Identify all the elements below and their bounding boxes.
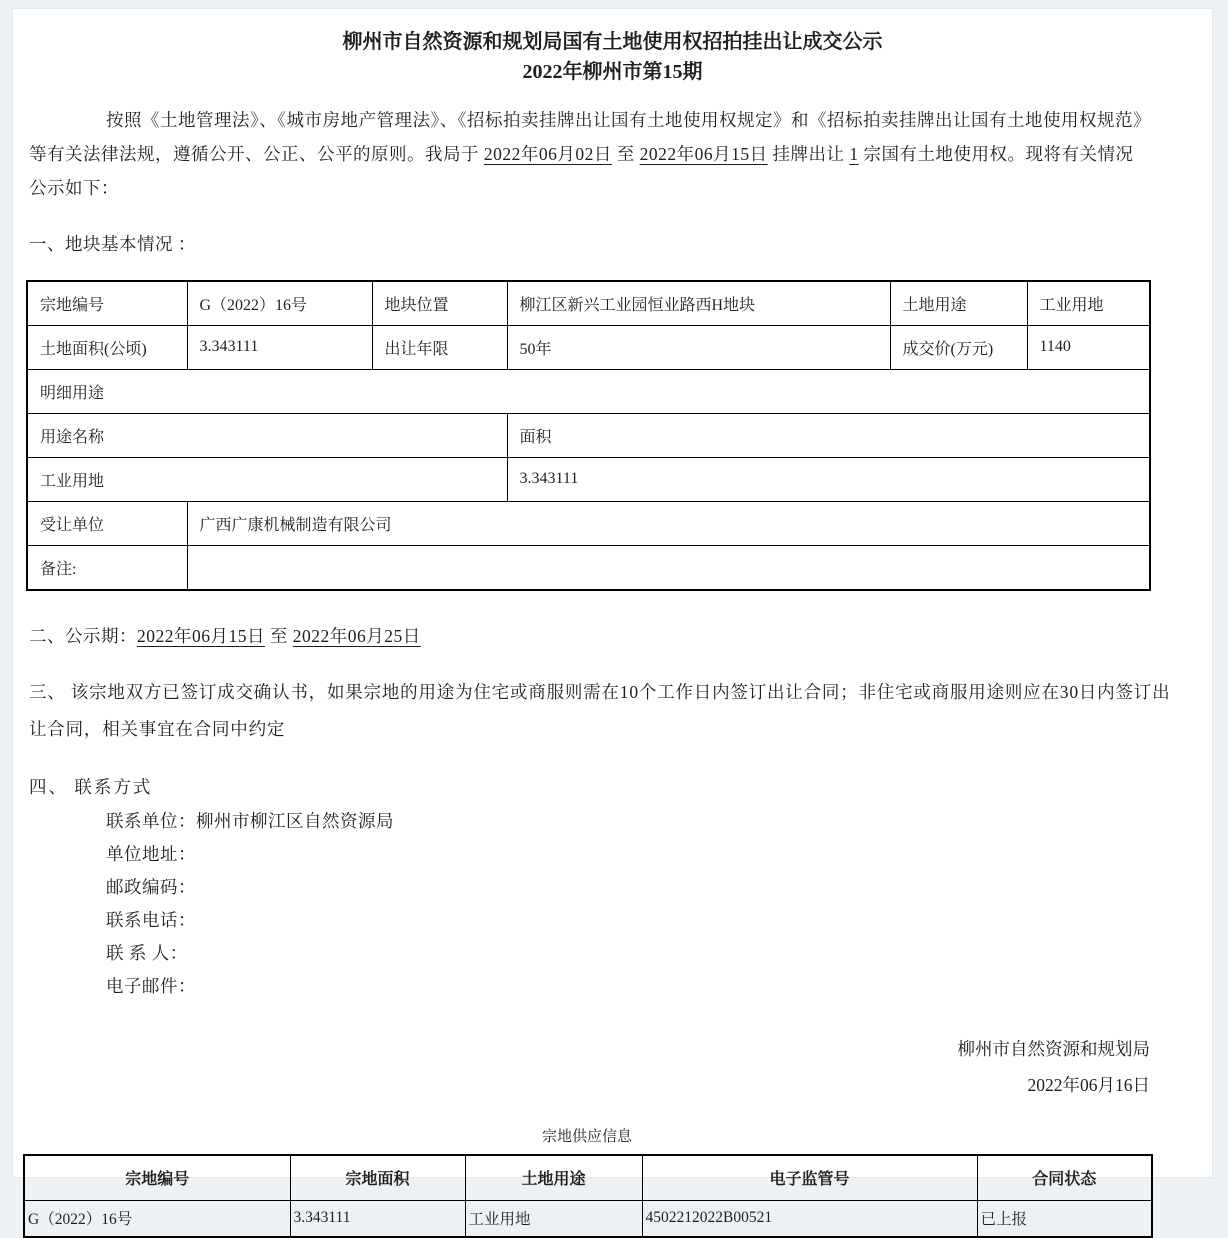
remark-label: 备注: xyxy=(27,545,187,590)
table-row xyxy=(27,325,1150,369)
supply-header-land-use: 土地用途 xyxy=(465,1155,642,1200)
supply-land-use: 工业用地 xyxy=(465,1200,642,1237)
supply-header-parcel-number: 宗地编号 xyxy=(24,1155,290,1200)
parcel-location-label: 地块位置 xyxy=(372,281,507,325)
grant-term-label: 出让年限 xyxy=(372,325,507,369)
parcel-number-label: 宗地编号 xyxy=(27,281,187,325)
intro-text-tail: 宗国有土地使用权。现将有关情况公示如下： xyxy=(29,144,1134,198)
table-row xyxy=(27,369,1150,413)
signature-date: 2022年06月16日 xyxy=(1027,1075,1150,1095)
section2-prefix: 二、公示期： xyxy=(29,626,137,646)
intro-sep-2: 挂牌出让 xyxy=(767,144,850,164)
intro-text-1: 按照《土地管理法》、《城市房地产管理法》、《招标拍卖挂牌出让国有土地使用权规定》和《招标拍卖挂牌出让国有土地使用权规范》等有关法律法规，遵循公开、公正、公平的原则。我局于 xyxy=(29,110,1143,164)
publicity-start-date: 2022年06月15日 xyxy=(137,626,265,646)
document-title: 柳州市自然资源和规划局国有土地使用权招拍挂出让成交公示 xyxy=(342,31,883,53)
supply-header-row xyxy=(24,1155,1152,1200)
parcel-count: 1 xyxy=(849,144,859,164)
transferee-value: 广西广康机械制造有限公司 xyxy=(187,501,1150,545)
document-panel xyxy=(12,8,1213,1229)
land-area-value: 3.343111 xyxy=(187,325,372,369)
section1-heading: 一、地块基本情况 ： xyxy=(29,234,196,254)
land-use-value: 工业用地 xyxy=(1027,281,1150,325)
table-row xyxy=(27,501,1150,545)
contact-email: 电子邮件： xyxy=(106,976,196,996)
supply-header-supervision-number: 电子监管号 xyxy=(642,1155,977,1200)
supply-supervision-number: 4502212022B00521 xyxy=(642,1200,977,1237)
land-area-label: 土地面积(公顷) xyxy=(27,325,187,369)
supply-info-section xyxy=(23,1125,1151,1238)
remark-value xyxy=(187,545,1150,590)
usage-area-value: 3.343111 xyxy=(507,457,1150,501)
supply-header-contract-status: 合同状态 xyxy=(977,1155,1152,1200)
section4-heading: 四、 联系方式 xyxy=(29,777,153,797)
contact-person: 联 系 人： xyxy=(106,943,188,963)
contact-address: 单位地址： xyxy=(106,844,196,864)
document-subtitle: 2022年柳州市第15期 xyxy=(522,61,703,83)
publicity-end-date: 2022年06月25日 xyxy=(292,626,421,646)
parcel-info-table xyxy=(26,280,1151,591)
contact-postcode: 邮政编码： xyxy=(106,877,196,897)
supply-header-parcel-area: 宗地面积 xyxy=(290,1155,465,1200)
section2-publicity-period xyxy=(29,623,1212,648)
supply-data-row xyxy=(24,1200,1152,1237)
detail-usage-heading: 明细用途 xyxy=(27,369,1150,413)
contact-phone: 联系电话： xyxy=(106,910,196,930)
contact-block xyxy=(13,805,1212,1003)
intro-paragraph xyxy=(29,103,1144,205)
table-row xyxy=(27,281,1150,325)
section3-contract-terms: 三、 该宗地双方已签订成交确认书，如果宗地的用途为住宅或商服则需在10个工作日内签订出让合同；非住宅或商服用途则应在30日内签订出让合同，相关事宜在合同中约定 xyxy=(29,682,1171,739)
grant-term-value: 50年 xyxy=(507,325,890,369)
intro-sep-1: 至 xyxy=(611,144,640,164)
signature-block xyxy=(13,1031,1212,1103)
section2-middle: 至 xyxy=(265,626,293,646)
table-row xyxy=(27,413,1150,457)
deal-price-label: 成交价(万元) xyxy=(890,325,1027,369)
contact-unit: 联系单位：柳州市柳江区自然资源局 xyxy=(106,811,394,831)
parcel-number-value: G（2022）16号 xyxy=(187,281,372,325)
supply-parcel-number: G（2022）16号 xyxy=(24,1200,290,1237)
signature-org: 柳州市自然资源和规划局 xyxy=(957,1039,1150,1059)
listing-end-date: 2022年06月15日 xyxy=(639,144,768,164)
usage-name-header: 用途名称 xyxy=(27,413,507,457)
table-row xyxy=(27,457,1150,501)
deal-price-value: 1140 xyxy=(1027,325,1150,369)
land-use-label: 土地用途 xyxy=(890,281,1027,325)
supply-info-table xyxy=(23,1154,1153,1238)
parcel-location-value: 柳江区新兴工业园恒业路西H地块 xyxy=(507,281,890,325)
transferee-label: 受让单位 xyxy=(27,501,187,545)
supply-contract-status: 已上报 xyxy=(977,1200,1152,1237)
table-row xyxy=(27,545,1150,590)
supply-table-caption: 宗地供应信息 xyxy=(541,1129,632,1145)
listing-start-date: 2022年06月02日 xyxy=(483,144,612,164)
usage-name-value: 工业用地 xyxy=(27,457,507,501)
supply-parcel-area: 3.343111 xyxy=(290,1200,465,1237)
usage-area-header: 面积 xyxy=(507,413,1150,457)
